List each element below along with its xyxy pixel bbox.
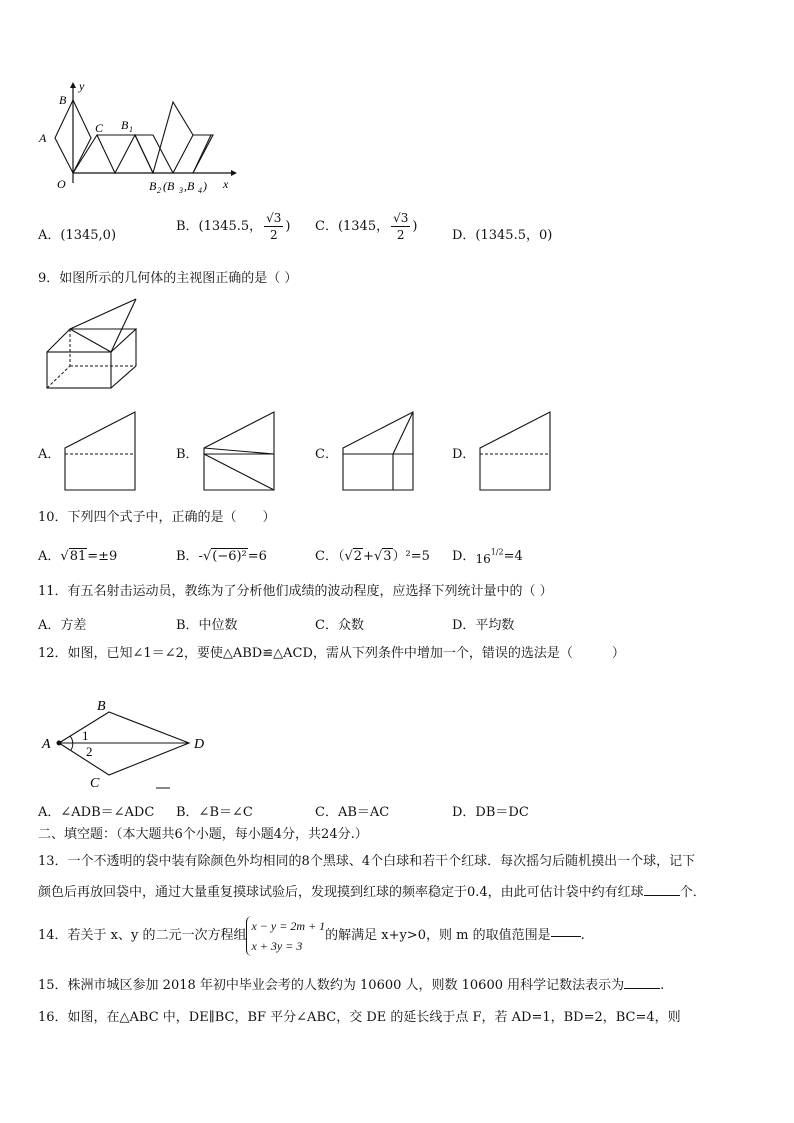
q11-stem: 11．有五名射击运动员，教练为了分析他们成绩的波动程度，应选择下列统计量中的（ ） [38,584,553,599]
q8-option-c-num: √3 [393,211,409,225]
q10-option-d-pre: D． [452,549,476,564]
q10-option-a-post: =±9 [87,549,118,564]
angle-2-label: 2 [86,744,93,759]
angle-1-label: 1 [82,728,89,743]
q14 [38,914,585,959]
q8-option-c-pre: C．(1345， [315,219,390,234]
q10-option-c-radical-1: √2 [344,549,363,564]
point-b2-label: B [149,179,157,193]
x-axis-label: x [223,177,229,191]
q9-option-a: A． [38,447,61,462]
point-b-label: B [97,699,106,714]
q10-option-a-radicand: 81 [69,549,87,564]
point-a-label: A [42,737,51,752]
q10-option-d [452,545,523,564]
point-b-label: B [59,93,67,107]
q12-option-b: B．∠B＝∠C [176,805,253,820]
point-b4-label: ,B [184,179,195,193]
q8-option-c [315,210,417,243]
q14-pre: 14．若关于 x、y 的二元一次方程组 [38,928,247,943]
q10-option-b-radical: √(−6)² [202,549,247,564]
q14-equation-2: x + 3y = 3 [251,939,303,953]
q8-option-b-post: ) [285,219,291,234]
q13-answer-blank [644,895,680,896]
q15 [38,977,664,995]
q10-option-b-post: =6 [247,549,267,564]
point-b3-label: (B [163,179,175,193]
q10-option-b-pre: B．- [176,549,203,564]
point-b1-sub: 1 [129,125,133,134]
q10-option-b [176,545,267,564]
q9-view-a [63,410,137,494]
q11-option-c: C．众数 [315,618,364,633]
q8-option-b-pre: B．(1345.5， [176,219,263,234]
q16-text: 16．如图，在△ABC 中，DE∥BC，BF 平分∠ABC，交 DE 的延长线于点 F，若 AD=1，BD=2，BC=4，则 [38,1010,681,1025]
q12-option-c: C．AB＝AC [315,805,390,820]
q8-option-b-num: √3 [266,211,282,225]
q10-option-a [38,545,117,564]
q13-line-1: 13．一个不透明的袋中装有除颜色外均相同的8个黑球、4个白球和若干个红球．每次摇匀后随机摸出一个球，记下 [38,854,696,869]
q11-option-b: B．中位数 [176,618,238,633]
q10-option-c-post: ）²=5 [392,549,430,564]
q10-stem: 10．下列四个式子中，正确的是（ ） [38,510,276,525]
q11-option-d: D．平均数 [452,618,515,633]
q8-option-b-den: 2 [269,228,278,242]
q8-option-d: D．(1345.5，0) [452,228,553,243]
point-a-label: A [39,131,47,145]
q13-line-2-text: 颜色后再放回袋中，通过大量重复摸球试验后，发现摸到红球的频率稳定于0.4，由此可估计袋中约有红球 [38,885,644,900]
q13-line-2-end: 个． [679,885,706,900]
q9-solid-figure [44,296,140,392]
q10-option-d-base: 16 [475,552,491,566]
q10-option-a-radical: √81 [60,549,87,564]
q15-end: . [660,978,665,993]
q9-option-d: D． [452,447,476,462]
q10-option-c-pre: C．（ [315,549,345,564]
point-c-label: C [90,776,100,791]
point-b2-close: ) [203,179,207,193]
origin-label: O [57,177,66,191]
q10-option-d-exponent: 1/2 [490,547,504,557]
q8-option-a: A．(1345,0) [38,228,117,243]
point-c-label: C [95,121,104,135]
q10-option-c [315,545,430,564]
q9-view-b [202,410,276,494]
q11-option-a: A．方差 [38,618,87,633]
q15-answer-blank [624,988,660,989]
q10-option-c-plus: + [363,549,374,564]
q10-option-c-radical-2: √3 [373,549,392,564]
q12-option-a: A．∠ADB＝∠ADC [38,805,155,820]
q10-option-c-radicand-1: 2 [353,549,363,564]
q12-kite-figure [38,695,218,795]
q8-option-b [176,210,290,243]
section-2-heading: 二、填空题：（本大题共6个小题，每小题4分，共24分.） [38,827,368,842]
q9-view-c [341,410,415,494]
q14-equation-1: x − y = 2m + 1 [251,919,326,933]
q10-option-d-post: =4 [503,549,523,564]
point-b3-sub: 3 [179,186,183,195]
q10-option-c-radicand-2: 3 [383,549,392,564]
q8-option-b-fraction [264,210,283,243]
q9-view-d [478,410,552,494]
q15-text: 15．株洲市城区参加 2018 年初中毕业会考的人数约为 10600 人，则数 10600 用科学记数法表示为 [38,978,625,993]
rhombus-sequence-figure [35,78,245,198]
q14-equation-system [246,916,325,956]
q10-option-b-radicand: (−6)² [212,549,247,564]
point-b1-label: B [121,118,129,132]
q9-option-b: B． [176,447,199,462]
q9-stem: 9．如图所示的几何体的主视图正确的是（ ） [38,271,298,286]
y-axis-label: y [79,79,85,93]
q10-option-a-pre: A． [38,549,61,564]
q8-option-c-den: 2 [396,228,405,242]
point-b4-sub: 4 [198,186,202,195]
point-d-label: D [194,737,205,752]
q14-end: . [580,928,585,943]
q14-answer-blank [551,936,581,937]
q14-post: 的解满足 x+y>0，则 m 的取值范围是 [325,928,551,943]
q9-option-c: C． [315,447,338,462]
point-b2-sub: 2 [157,186,161,195]
q13-line-2 [38,884,706,902]
q8-option-c-fraction [391,210,410,243]
q8-option-c-post: ) [412,219,418,234]
q12-stem: 12．如图，已知∠1＝∠2，要使△ABD≌△ACD，需从下列条件中增加一个，错误的选法是（ ） [38,646,625,661]
q12-option-d: D．DB＝DC [452,805,529,820]
